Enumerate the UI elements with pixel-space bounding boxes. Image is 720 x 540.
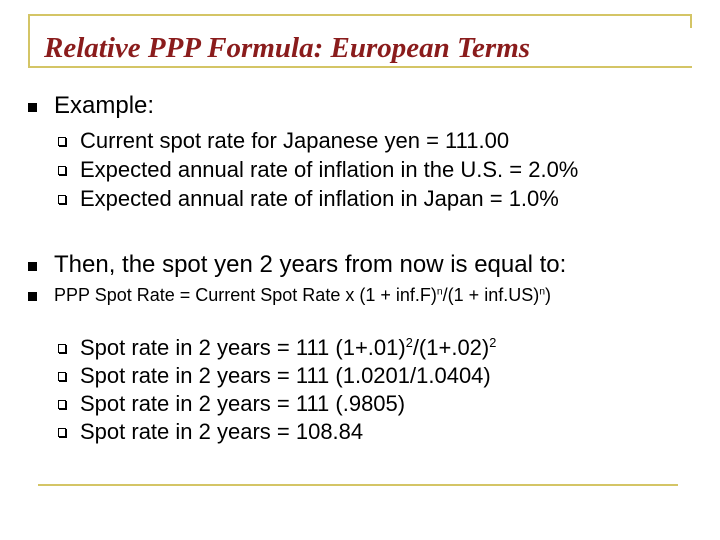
frame-left-border (28, 14, 30, 66)
checkbox-bullet-icon (58, 137, 66, 146)
calculation-step (80, 334, 496, 362)
formula-exponent: n (436, 286, 443, 298)
formula-part: /(1 + inf.US) (442, 285, 540, 305)
frame-right-tick (690, 14, 692, 28)
step-part: Spot rate in 2 years = 111 (1+.01) (80, 335, 406, 360)
calculation-step: Spot rate in 2 years = 111 (1.0201/1.0404) (80, 363, 491, 388)
title-underline (28, 66, 692, 68)
checkbox-bullet-icon (58, 344, 66, 353)
step-exponent: 2 (405, 335, 413, 351)
step-exponent: 2 (489, 335, 497, 351)
checkbox-bullet-icon (58, 195, 66, 204)
formula-exponent: n (539, 286, 546, 298)
square-bullet-icon (28, 103, 37, 112)
footer-rule (38, 484, 678, 486)
example-item: Expected annual rate of inflation in Japan = 1.0% (80, 186, 559, 211)
calculation-step: Spot rate in 2 years = 111 (.9805) (80, 391, 406, 416)
checkbox-bullet-icon (58, 372, 66, 381)
example-item: Expected annual rate of inflation in the U.S. = 2.0% (80, 157, 579, 182)
example-item: Current spot rate for Japanese yen = 111.00 (80, 128, 510, 153)
ppp-formula (54, 283, 551, 307)
formula-part: ) (545, 285, 552, 305)
square-bullet-icon (28, 262, 37, 271)
example-heading: Example: (54, 92, 155, 119)
checkbox-bullet-icon (58, 166, 66, 175)
frame-top-border (28, 14, 692, 16)
step-part: /(1+.02) (412, 335, 490, 360)
calculation-step: Spot rate in 2 years = 108.84 (80, 419, 364, 444)
checkbox-bullet-icon (58, 428, 66, 437)
formula-part: PPP Spot Rate = Current Spot Rate x (1 + inf.F) (54, 285, 437, 305)
square-bullet-icon (28, 292, 37, 301)
checkbox-bullet-icon (58, 400, 66, 409)
statement-text: Then, the spot yen 2 years from now is equal to: (54, 251, 567, 278)
slide-title: Relative PPP Formula: European Terms (44, 32, 531, 64)
